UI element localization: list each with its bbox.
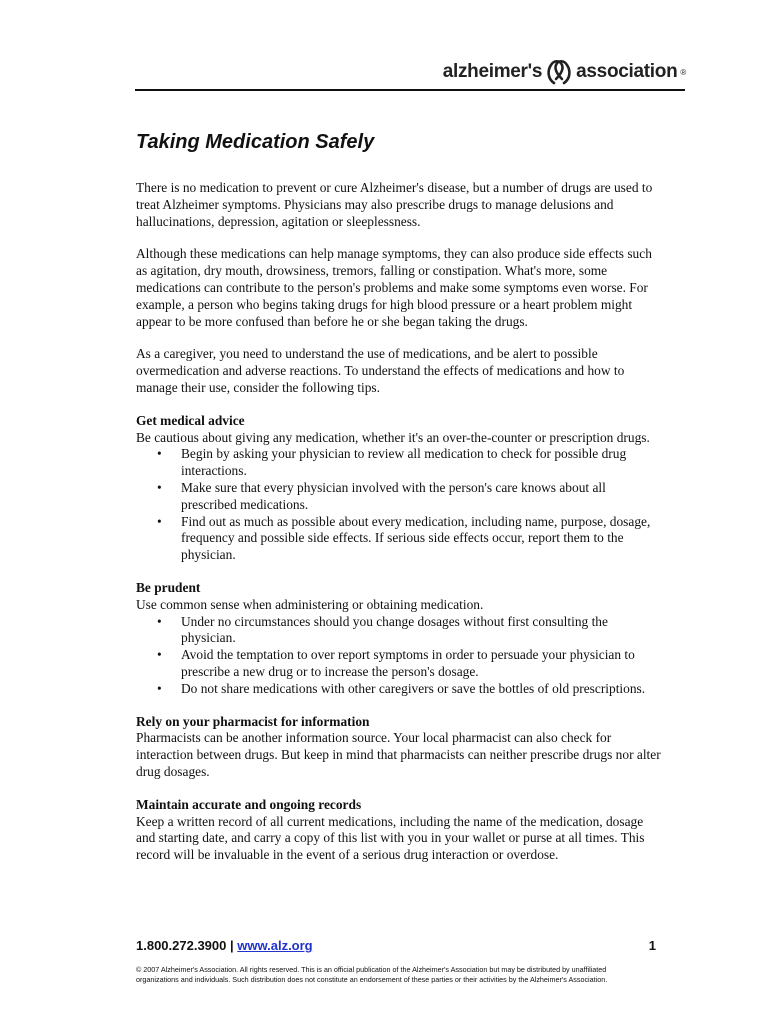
phone-number: 1.800.272.3900 — [136, 938, 227, 953]
purple-ribbon-logo-icon — [545, 59, 573, 85]
bullet-list — [136, 614, 664, 698]
logo-text-right: association — [576, 61, 678, 82]
website-link[interactable]: www.alz.org — [237, 938, 313, 953]
section-intro: Pharmacists can be another information source. Your local pharmacist can also check for interaction between drugs. But keep in mind that pharmacists can neither prescribe drugs nor alter drug dosages. — [136, 730, 661, 779]
registered-mark: ® — [680, 67, 686, 77]
footer-contact-line — [136, 938, 656, 954]
document-body — [136, 130, 664, 880]
list-item: • Make sure that every physician involved with the person's care knows about all prescribed medications. — [181, 480, 664, 514]
page-number: 1 — [648, 938, 656, 953]
intro-paragraph-1: There is no medication to prevent or cure Alzheimer's disease, but a number of drugs are used to treat Alzheimer symptoms. Physicians may also prescribe drugs to manage delusions and hallucinations, depression, agitation or sleeplessness. — [136, 180, 653, 229]
list-item: • Under no circumstances should you change dosages without first consulting the physician. — [181, 614, 664, 648]
alzheimers-association-logo — [443, 59, 686, 85]
list-item: • Do not share medications with other caregivers or save the bottles of old prescriptions. — [181, 681, 664, 698]
intro-paragraph-2: Although these medications can help manage symptoms, they can also produce side effects such as agitation, dry mouth, drowsiness, tremors, falling or constipation. What's more, some medications can contribute to the person's problems and make some symptoms even worse. For example, a person who begins taking drugs for high blood pressure or a heart problem might appear to be more confused than before he or she began taking the drugs. — [136, 246, 652, 329]
page-footer — [136, 938, 656, 984]
intro-paragraph-3: As a caregiver, you need to understand the use of medications, and be alert to possible overmedication and adverse reactions. To understand the effects of medications and how to manage their use, consider the following tips. — [136, 346, 625, 395]
copyright-notice: © 2007 Alzheimer's Association. All rights reserved. This is an official publication of the Alzheimer's Association but may be distributed by unaffiliated organizations and individuals. Such distribution does not constitute an endorsement of these parties or their activities by the Alzheimer's Association. — [136, 965, 608, 984]
section-heading: Maintain accurate and ongoing records — [136, 796, 362, 812]
bullet-list — [136, 446, 664, 564]
separator: | — [230, 938, 234, 953]
section-pharmacist — [136, 714, 664, 781]
section-medical-advice — [136, 413, 664, 564]
section-be-prudent — [136, 580, 664, 698]
page-title: Taking Medication Safely — [136, 131, 375, 153]
header-rule — [135, 89, 685, 91]
list-item: • Begin by asking your physician to review all medication to check for possible drug interactions. — [181, 446, 664, 480]
list-item: • Find out as much as possible about every medication, including name, purpose, dosage, frequency and possible side effects. If serious side effects occur, report them to the physician. — [181, 514, 664, 564]
list-item: • Avoid the temptation to over report symptoms in order to persuade your physician to prescribe a new drug or to increase the person's dosage. — [181, 647, 664, 681]
section-heading: Rely on your pharmacist for information — [136, 713, 370, 729]
section-intro: Be cautious about giving any medication, whether it's an over-the-counter or prescription drugs. — [136, 429, 650, 445]
logo-text-left: alzheimer's — [442, 61, 543, 82]
page-header — [0, 56, 770, 96]
section-records — [136, 797, 664, 864]
section-intro: Use common sense when administering or obtaining medication. — [136, 596, 484, 612]
section-heading: Get medical advice — [136, 412, 245, 428]
footer-contact — [136, 938, 313, 954]
section-heading: Be prudent — [136, 579, 201, 595]
section-intro: Keep a written record of all current medications, including the name of the medication, dosage and starting date, and carry a copy of this list with you in your wallet or purse at all times. This record will be invaluable in the event of a serious drug interaction or overdose. — [136, 813, 645, 863]
